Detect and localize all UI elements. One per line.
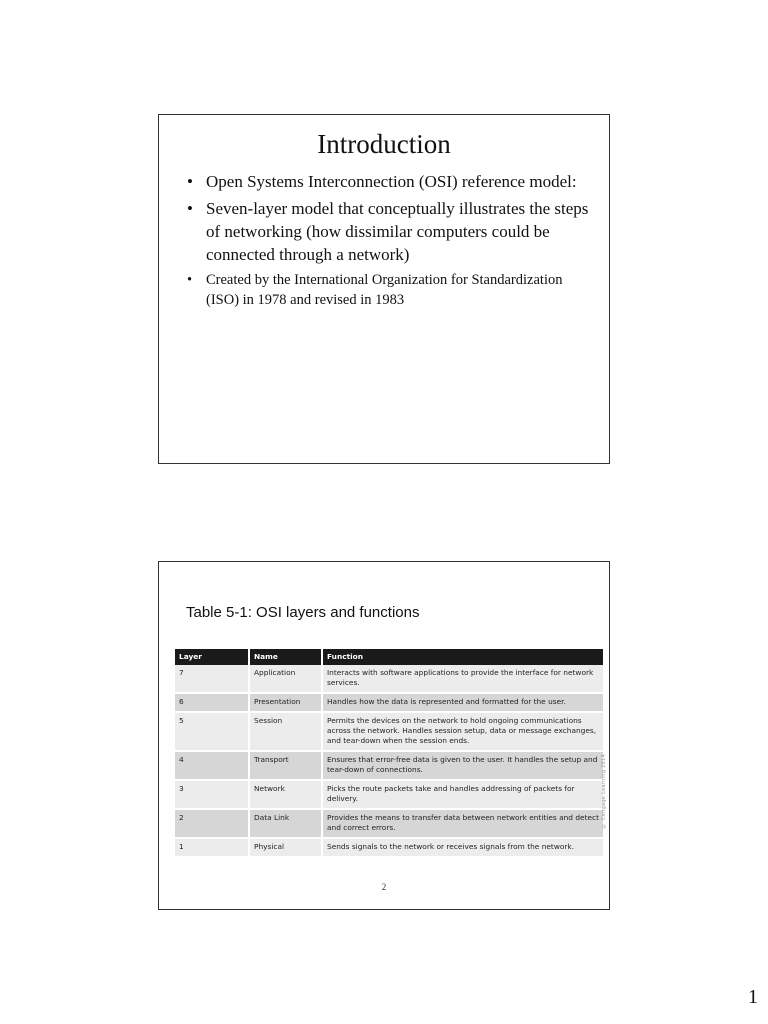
cell-function: Handles how the data is represented and formatted for the user. (322, 693, 603, 712)
cell-layer: 5 (175, 712, 249, 751)
bullet-list (187, 170, 589, 314)
cell-name: Transport (249, 751, 322, 780)
cell-name: Presentation (249, 693, 322, 712)
cell-function: Ensures that error-free data is given to the user. It handles the setup and tear-down of connections. (322, 751, 603, 780)
table-header-row (175, 649, 603, 665)
bullet-marker: • (187, 172, 193, 191)
cell-name: Application (249, 665, 322, 693)
bullet-marker: • (187, 272, 193, 288)
cell-layer: 7 (175, 665, 249, 693)
slide-number: 2 (381, 882, 387, 892)
bullet-seven-layer (187, 197, 589, 266)
cell-function: Picks the route packets take and handles addressing of packets for delivery. (322, 780, 603, 809)
cell-function: Sends signals to the network or receives signals from the network. (322, 838, 603, 857)
slide-title: Introduction (317, 129, 451, 159)
bullet-text: Open Systems Interconnection (OSI) reference model: (206, 172, 577, 191)
cell-layer: 2 (175, 809, 249, 838)
cell-name: Data Link (249, 809, 322, 838)
cell-name: Physical (249, 838, 322, 857)
table-row (175, 693, 603, 712)
cell-layer: 3 (175, 780, 249, 809)
copyright-notice: © Cengage Learning 2014 (601, 754, 607, 829)
table-row (175, 712, 603, 751)
table-row (175, 780, 603, 809)
cell-name: Network (249, 780, 322, 809)
bullet-text: Seven-layer model that conceptually illustrates the steps of networking (how dissimilar computers could be connected through a network) (206, 199, 589, 264)
cell-layer: 6 (175, 693, 249, 712)
osi-layers-table (175, 649, 603, 858)
cell-layer: 4 (175, 751, 249, 780)
cell-function: Permits the devices on the network to hold ongoing communications across the network. Handles session setup, data or message exchanges, and tear-down when the session ends. (322, 712, 603, 751)
bullet-text: Created by the International Organization for Standardization (ISO) in 1978 and revised in 1983 (206, 272, 563, 308)
table-row (175, 838, 603, 857)
header-name: Name (249, 649, 322, 665)
cell-function: Provides the means to transfer data between network entities and detect and correct errors. (322, 809, 603, 838)
table-title: Table 5-1: OSI layers and functions (186, 604, 420, 621)
header-layer: Layer (175, 649, 249, 665)
header-function: Function (322, 649, 603, 665)
bullet-osi-model (187, 170, 589, 193)
table-row (175, 665, 603, 693)
slide-osi-table (158, 561, 610, 910)
cell-layer: 1 (175, 838, 249, 857)
slide-introduction (158, 114, 610, 464)
cell-name: Session (249, 712, 322, 751)
table-row (175, 809, 603, 838)
page-number: 1 (748, 986, 758, 1008)
cell-function: Interacts with software applications to provide the interface for network services. (322, 665, 603, 693)
table-row (175, 751, 603, 780)
bullet-marker: • (187, 199, 193, 218)
bullet-iso (187, 270, 589, 310)
